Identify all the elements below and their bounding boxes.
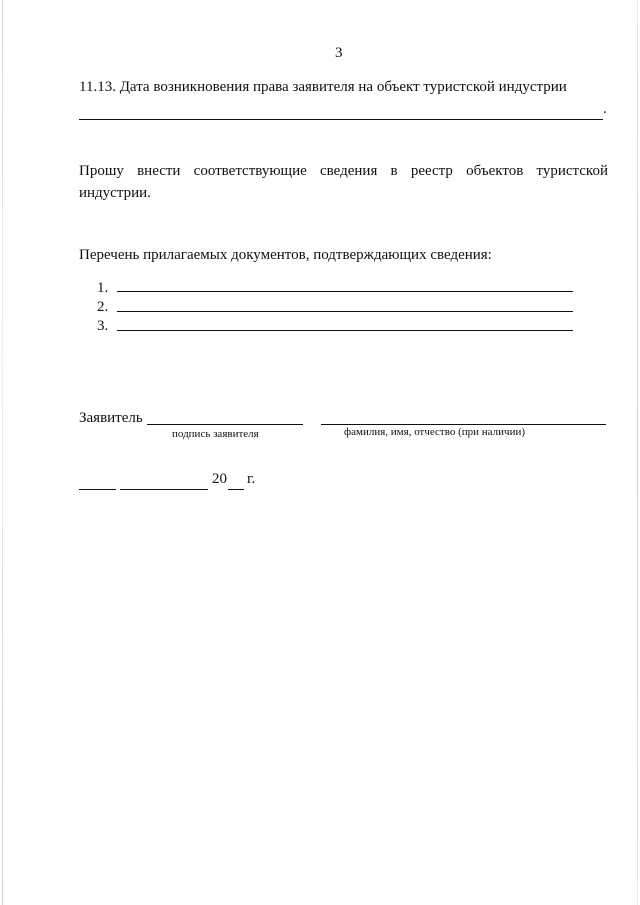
request-word: туристской — [536, 163, 608, 179]
date-year-suffix: г. — [247, 471, 256, 487]
request-word: реестр — [410, 163, 453, 179]
documents-heading: Перечень прилагаемых документов, подтверждающих сведения: — [79, 247, 492, 263]
section-heading: 11.13. Дата возникновения права заявителя на объект туристской индустрии — [79, 79, 567, 95]
date-day-line[interactable] — [79, 489, 116, 490]
signature-line[interactable] — [147, 424, 303, 425]
document-item-number: 2. — [97, 299, 109, 315]
full-name-caption: фамилия, имя, отчество (при наличии) — [344, 426, 526, 438]
request-word: в — [390, 163, 398, 179]
full-name-line[interactable] — [321, 424, 606, 425]
document-item-line[interactable] — [117, 311, 573, 312]
document-item-line[interactable] — [117, 291, 573, 292]
request-paragraph-line2: индустрии. — [79, 185, 151, 201]
signature-caption: подпись заявителя — [172, 428, 259, 440]
scan-edge-left — [2, 0, 3, 905]
date-line-end-mark: . — [603, 101, 607, 117]
request-word: объектов — [466, 163, 524, 179]
document-item-line[interactable] — [117, 330, 573, 331]
date-fill-line[interactable] — [79, 119, 603, 120]
document-item-number: 3. — [97, 318, 109, 334]
applicant-label: Заявитель — [79, 410, 143, 426]
request-paragraph-line1 — [79, 163, 608, 180]
date-month-line[interactable] — [120, 489, 208, 490]
date-year-line[interactable] — [228, 489, 244, 490]
request-word: Прошу — [79, 163, 124, 179]
page-number: 3 — [335, 45, 343, 61]
request-word: сведения — [319, 163, 378, 179]
document-item-number: 1. — [97, 280, 109, 296]
date-year-prefix: 20 — [212, 471, 227, 487]
scan-edge-right — [637, 0, 638, 905]
request-word: соответствующие — [193, 163, 307, 179]
request-word: внести — [137, 163, 181, 179]
